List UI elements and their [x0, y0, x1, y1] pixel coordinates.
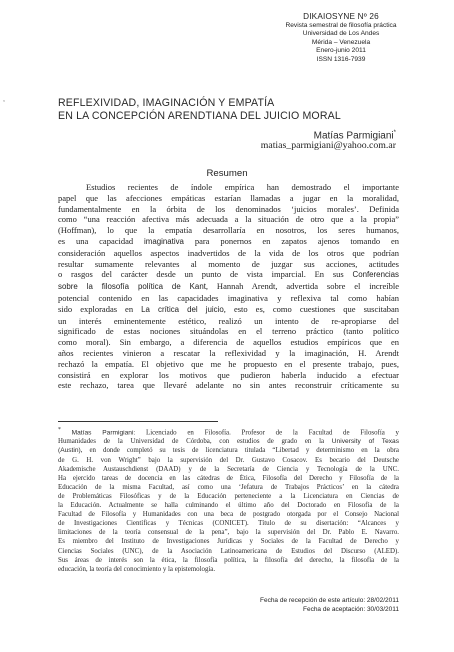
abstract-sans-term: Conferencias [352, 270, 399, 280]
footnote-line: de Investigaciones Científicas y Técnicas (CONICET). Título de su disertación: “Alcances y [58, 520, 399, 528]
abstract-line: (Hoffman), lo que la empatía desarrollaría en nosotros, los seres humanos, [58, 225, 399, 236]
abstract-line: resultar sumamente relevantes al momento de juzgar sus acciones, actitudes [58, 258, 399, 269]
abstract-line: años recientes vinieron a rescatar la reflexividad y la imaginación, H. Arendt [58, 347, 399, 358]
abstract-line: rechazó la empatía. El objetivo que me he propuesto en el presente trabajo, pues, [58, 358, 399, 369]
abstract-line [58, 269, 399, 281]
author-email: matias_parmigiani@yahoo.com.ar [260, 140, 396, 151]
journal-issn: ISSN 1316-7939 [316, 55, 366, 63]
abstract-heading: Resumen [206, 168, 248, 179]
footnote-sans-term: University of Texas [331, 438, 399, 446]
abstract-sans-term: imaginativa [144, 236, 184, 246]
abstract-line-text: sido exploradas en [58, 303, 142, 314]
article-dates [260, 597, 399, 614]
title-line-1: REFLEXIVIDAD, IMAGINACIÓN Y EMPATÍA [58, 97, 275, 109]
abstract-line-text: , esto es, como cuestiones que suscitaban [223, 303, 399, 314]
abstract-sans-term: sobre la filosofía política de Kant [58, 282, 206, 292]
footnote-line [58, 426, 399, 437]
journal-name: DIKAIOSYNE Nº 26 [303, 12, 379, 21]
footnote-line: Ciencias Sociales (UNC), de la Asociación Latinoamericana de Estudios del Discurso (ALED). [58, 547, 399, 555]
abstract-line-text: , Hannah Arendt, advertida sobre el increíble [205, 281, 399, 292]
abstract-line: consideración aquellos aspectos inadvertidos de la vida de los otros que podrían [58, 247, 399, 258]
abstract-line: consistirá en explorar los motivos que pudieron haberla inducido a efectuar [58, 369, 399, 380]
footnote-line: Facultad de Filosofía y Humanidades con una beca de postgrado otorgada por el Consejo Nacional [58, 511, 399, 519]
footnote-line: Akademische Austauschdienst (DAAD) y de la Secretaría de Ciencia y Tecnología de la UNC. [58, 465, 399, 473]
abstract-line: fundamentalmente en la órbita de los denominados ‘juicios morales’. Definida [58, 203, 399, 214]
author-footnote [58, 426, 399, 574]
footnote-line: Ha ejercido tareas de docencia en las cátedras de Ética, Filosofía del Derecho y Filosofía de la [58, 474, 399, 482]
abstract-line: un interés eminentemente estético, realizó un intento de re-apropiarse del [58, 315, 399, 326]
abstract-sans-term: La crítica del juicio [141, 304, 224, 314]
abstract-line [58, 304, 399, 316]
margin-mark: , [3, 96, 5, 103]
footnote-line-text: , en donde completó su tesis de licenciatura titulada “Libertad y determinismo en la obra [80, 447, 399, 455]
journal-period: Enero-junio 2011 [316, 47, 366, 55]
author-name-text: Matías Parmigiani [313, 130, 394, 142]
abstract-line: significado de estas nociones situándolas en el terreno práctico (tanto político [58, 326, 399, 337]
author-footnote-mark: * [393, 130, 396, 136]
abstract-line: como moral). Sin embargo, a diferencia de aquellos estudios empíricos que en [58, 337, 399, 348]
footnote-sans-term: (Austin) [58, 447, 81, 455]
footnote-sans-term: Matías Parmigiani: [71, 429, 136, 437]
footnote-line: de G. H. von Wright” bajo la supervisión del Dr. Gustavo Cosacov. Es becario del Deutsche [58, 456, 399, 464]
abstract-body [58, 182, 399, 391]
footnote-line: limitaciones de la teoría consensual de la pena”, bajo la supervisión del Dr. Pablo E. Navarro. [58, 529, 399, 537]
abstract-line: potencial contenido en las capacidades imaginativa y reflexiva tal como habían [58, 292, 399, 303]
title-line-2: EN LA CONCEPCIÓN ARENDTIANA DEL JUICIO MORAL [58, 109, 341, 122]
journal-subtitle: Revista semestral de filosofía práctica [285, 22, 397, 29]
journal-city: Mérida – Venezuela [311, 38, 371, 46]
abstract-line-text: es una capacidad [58, 235, 145, 246]
abstract-line-text: o rasgos del carácter desde un punto de vista imparcial. En sus [58, 269, 353, 280]
abstract-line [58, 236, 399, 248]
footnote-line: Es miembro del Instituto de Investigaciones Jurídicas y Sociales de la Facultad de Derecho y [58, 538, 399, 546]
footnote-line: la Educación. Actualmente se halla culminando el último año del Doctorado en Filosofía de la [58, 502, 399, 510]
abstract-line: este rechazo, tarea que llevaré adelante no sin antes reconstruir críticamente su [58, 380, 399, 391]
journal-header [266, 12, 416, 64]
footnote-line-text: Humanidades de la Universidad de Córdoba, con estudios de grado en la [58, 438, 332, 446]
journal-university: Universidad de Los Andes [302, 30, 380, 38]
date-accepted: Fecha de aceptación: 30/03/2011 [302, 605, 399, 613]
footnote-line: de Problemáticas Filosóficas y de la Educación perteneciente a la Licenciatura en Ciencias de [58, 492, 399, 500]
footnote-line [58, 437, 399, 446]
footnote-mark: * [58, 427, 61, 433]
date-received: Fecha de recepción de este artículo: 28/02/2011 [259, 597, 399, 604]
footnote-divider [58, 421, 218, 422]
article-title [58, 97, 418, 122]
footnote-line: Sus áreas de interés son la ética, la filosofía política, la filosofía del derecho, la filosofía de la [58, 556, 399, 564]
footnote-line: educación, la teoría del conocimiento y la epistemología. [58, 565, 216, 573]
footnote-line [58, 446, 399, 455]
footnote-line: Educación de la misma Facultad, así como una ‘Jefatura de Trabajos Prácticos’ en la cátedra [58, 483, 399, 491]
abstract-line [58, 281, 399, 293]
abstract-line: como “una reacción afectiva más adecuada a la situación de otro que a la propia” [58, 214, 399, 225]
abstract-line: papel que las afecciones empáticas estarían llamadas a jugar en la moralidad, [58, 192, 399, 203]
footnote-line-text: Licenciado en Filosofía. Profesor de la Facultad de Filosofía y [135, 429, 399, 437]
abstract-line-text: para ponernos en zapatos ajenos tomando en [183, 235, 399, 246]
abstract-line: Estudios recientes de índole empírica han demostrado el importante [86, 182, 399, 192]
